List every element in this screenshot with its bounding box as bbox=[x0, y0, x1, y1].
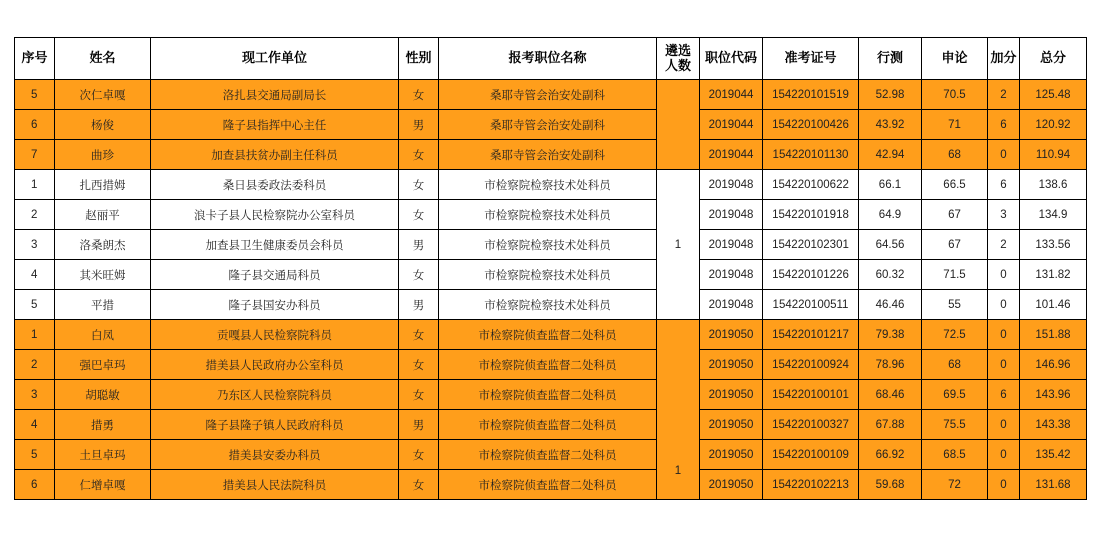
table-row bbox=[15, 320, 1087, 350]
header-unit: 现工作单位 bbox=[151, 38, 399, 80]
cell-bonus: 6 bbox=[988, 170, 1020, 200]
cell-xingce: 59.68 bbox=[859, 470, 922, 500]
cell-gender: 男 bbox=[399, 230, 439, 260]
cell-total: 131.68 bbox=[1020, 470, 1087, 500]
cell-name: 曲珍 bbox=[55, 140, 151, 170]
cell-total: 120.92 bbox=[1020, 110, 1087, 140]
header-shenlun: 申论 bbox=[922, 38, 988, 80]
cell-bonus: 0 bbox=[988, 320, 1020, 350]
cell-bonus: 0 bbox=[988, 440, 1020, 470]
cell-shenlun: 68.5 bbox=[922, 440, 988, 470]
cell-shenlun: 71.5 bbox=[922, 260, 988, 290]
cell-name: 赵丽平 bbox=[55, 200, 151, 230]
cell-bonus: 6 bbox=[988, 380, 1020, 410]
cell-position: 市检察院检察技术处科员 bbox=[439, 200, 657, 230]
cell-ticket: 154220100109 bbox=[763, 440, 859, 470]
cell-seq: 5 bbox=[15, 290, 55, 320]
cell-seq: 2 bbox=[15, 200, 55, 230]
table-row bbox=[15, 290, 1087, 320]
cell-seq: 2 bbox=[15, 350, 55, 380]
cell-xingce: 52.98 bbox=[859, 80, 922, 110]
score-table bbox=[14, 37, 1087, 500]
cell-seq: 3 bbox=[15, 230, 55, 260]
cell-name: 胡聪敏 bbox=[55, 380, 151, 410]
cell-total: 125.48 bbox=[1020, 80, 1087, 110]
table-row bbox=[15, 170, 1087, 200]
cell-unit: 隆子县隆子镇人民政府科员 bbox=[151, 410, 399, 440]
cell-unit: 措美县人民法院科员 bbox=[151, 470, 399, 500]
cell-name: 杨俊 bbox=[55, 110, 151, 140]
cell-position: 市检察院检察技术处科员 bbox=[439, 230, 657, 260]
cell-unit: 措美县安委办科员 bbox=[151, 440, 399, 470]
cell-code: 2019048 bbox=[700, 200, 763, 230]
cell-gender: 女 bbox=[399, 200, 439, 230]
cell-ticket: 154220100924 bbox=[763, 350, 859, 380]
table-row bbox=[15, 110, 1087, 140]
cell-code: 2019050 bbox=[700, 440, 763, 470]
cell-position: 市检察院侦查监督二处科员 bbox=[439, 440, 657, 470]
table-row bbox=[15, 410, 1087, 440]
cell-shenlun: 69.5 bbox=[922, 380, 988, 410]
cell-total: 101.46 bbox=[1020, 290, 1087, 320]
cell-gender: 女 bbox=[399, 80, 439, 110]
cell-total: 143.96 bbox=[1020, 380, 1087, 410]
cell-code: 2019048 bbox=[700, 170, 763, 200]
cell-xingce: 64.56 bbox=[859, 230, 922, 260]
header-name: 姓名 bbox=[55, 38, 151, 80]
cell-code: 2019044 bbox=[700, 110, 763, 140]
cell-bonus: 2 bbox=[988, 230, 1020, 260]
cell-count: 1 bbox=[657, 170, 700, 320]
cell-unit: 隆子县交通局科员 bbox=[151, 260, 399, 290]
table-row bbox=[15, 470, 1087, 500]
cell-xingce: 67.88 bbox=[859, 410, 922, 440]
cell-name: 仁增卓嘎 bbox=[55, 470, 151, 500]
cell-seq: 7 bbox=[15, 140, 55, 170]
cell-unit: 洛扎县交通局副局长 bbox=[151, 80, 399, 110]
cell-gender: 女 bbox=[399, 380, 439, 410]
table-body bbox=[15, 80, 1087, 500]
cell-seq: 6 bbox=[15, 110, 55, 140]
cell-position: 市检察院检察技术处科员 bbox=[439, 260, 657, 290]
cell-unit: 桑日县委政法委科员 bbox=[151, 170, 399, 200]
header-bonus: 加分 bbox=[988, 38, 1020, 80]
cell-code: 2019044 bbox=[700, 140, 763, 170]
cell-total: 135.42 bbox=[1020, 440, 1087, 470]
table-row bbox=[15, 440, 1087, 470]
cell-unit: 隆子县国安办科员 bbox=[151, 290, 399, 320]
cell-unit: 隆子县指挥中心主任 bbox=[151, 110, 399, 140]
header-seq: 序号 bbox=[15, 38, 55, 80]
cell-code: 2019050 bbox=[700, 410, 763, 440]
cell-position: 桑耶寺管会治安处副科 bbox=[439, 80, 657, 110]
cell-gender: 女 bbox=[399, 320, 439, 350]
cell-code: 2019050 bbox=[700, 380, 763, 410]
cell-total: 143.38 bbox=[1020, 410, 1087, 440]
table-row bbox=[15, 380, 1087, 410]
cell-position: 桑耶寺管会治安处副科 bbox=[439, 140, 657, 170]
cell-gender: 男 bbox=[399, 290, 439, 320]
cell-seq: 4 bbox=[15, 410, 55, 440]
cell-xingce: 46.46 bbox=[859, 290, 922, 320]
table-row bbox=[15, 140, 1087, 170]
cell-seq: 3 bbox=[15, 380, 55, 410]
cell-position: 市检察院侦查监督二处科员 bbox=[439, 350, 657, 380]
cell-count bbox=[657, 80, 700, 170]
table-row bbox=[15, 80, 1087, 110]
cell-xingce: 64.9 bbox=[859, 200, 922, 230]
cell-gender: 女 bbox=[399, 440, 439, 470]
cell-bonus: 3 bbox=[988, 200, 1020, 230]
cell-position: 市检察院侦查监督二处科员 bbox=[439, 380, 657, 410]
cell-seq: 4 bbox=[15, 260, 55, 290]
cell-bonus: 2 bbox=[988, 80, 1020, 110]
cell-total: 133.56 bbox=[1020, 230, 1087, 260]
cell-bonus: 6 bbox=[988, 110, 1020, 140]
cell-name: 措勇 bbox=[55, 410, 151, 440]
cell-ticket: 154220100327 bbox=[763, 410, 859, 440]
cell-gender: 男 bbox=[399, 410, 439, 440]
cell-xingce: 66.92 bbox=[859, 440, 922, 470]
cell-shenlun: 71 bbox=[922, 110, 988, 140]
cell-ticket: 154220101130 bbox=[763, 140, 859, 170]
cell-xingce: 60.32 bbox=[859, 260, 922, 290]
cell-bonus: 0 bbox=[988, 470, 1020, 500]
cell-shenlun: 75.5 bbox=[922, 410, 988, 440]
table-row bbox=[15, 200, 1087, 230]
cell-position: 市检察院检察技术处科员 bbox=[439, 290, 657, 320]
cell-count: 1 bbox=[657, 320, 700, 500]
header-total: 总分 bbox=[1020, 38, 1087, 80]
cell-position: 桑耶寺管会治安处副科 bbox=[439, 110, 657, 140]
cell-xingce: 42.94 bbox=[859, 140, 922, 170]
cell-shenlun: 72 bbox=[922, 470, 988, 500]
table-row bbox=[15, 260, 1087, 290]
cell-gender: 女 bbox=[399, 170, 439, 200]
cell-name: 洛桑朗杰 bbox=[55, 230, 151, 260]
header-position: 报考职位名称 bbox=[439, 38, 657, 80]
cell-total: 131.82 bbox=[1020, 260, 1087, 290]
cell-seq: 6 bbox=[15, 470, 55, 500]
cell-total: 110.94 bbox=[1020, 140, 1087, 170]
cell-name: 平措 bbox=[55, 290, 151, 320]
cell-seq: 1 bbox=[15, 320, 55, 350]
header-count-label: 遴选人数 bbox=[664, 43, 691, 74]
cell-code: 2019050 bbox=[700, 350, 763, 380]
cell-gender: 女 bbox=[399, 350, 439, 380]
cell-ticket: 154220101226 bbox=[763, 260, 859, 290]
cell-shenlun: 55 bbox=[922, 290, 988, 320]
cell-unit: 浪卡子县人民检察院办公室科员 bbox=[151, 200, 399, 230]
header-ticket: 准考证号 bbox=[763, 38, 859, 80]
cell-code: 2019050 bbox=[700, 320, 763, 350]
cell-code: 2019044 bbox=[700, 80, 763, 110]
cell-bonus: 0 bbox=[988, 350, 1020, 380]
cell-ticket: 154220101217 bbox=[763, 320, 859, 350]
header-code: 职位代码 bbox=[700, 38, 763, 80]
cell-shenlun: 67 bbox=[922, 200, 988, 230]
cell-xingce: 78.96 bbox=[859, 350, 922, 380]
cell-ticket: 154220100511 bbox=[763, 290, 859, 320]
cell-ticket: 154220100426 bbox=[763, 110, 859, 140]
cell-ticket: 154220102301 bbox=[763, 230, 859, 260]
cell-shenlun: 70.5 bbox=[922, 80, 988, 110]
header-count bbox=[657, 38, 700, 80]
cell-xingce: 66.1 bbox=[859, 170, 922, 200]
cell-code: 2019048 bbox=[700, 230, 763, 260]
cell-total: 151.88 bbox=[1020, 320, 1087, 350]
cell-xingce: 79.38 bbox=[859, 320, 922, 350]
cell-bonus: 0 bbox=[988, 290, 1020, 320]
cell-seq: 1 bbox=[15, 170, 55, 200]
cell-position: 市检察院侦查监督二处科员 bbox=[439, 320, 657, 350]
cell-bonus: 0 bbox=[988, 140, 1020, 170]
cell-code: 2019048 bbox=[700, 290, 763, 320]
cell-seq: 5 bbox=[15, 80, 55, 110]
header-gender: 性别 bbox=[399, 38, 439, 80]
cell-position: 市检察院侦查监督二处科员 bbox=[439, 410, 657, 440]
cell-code: 2019048 bbox=[700, 260, 763, 290]
cell-name: 白凤 bbox=[55, 320, 151, 350]
cell-bonus: 0 bbox=[988, 260, 1020, 290]
cell-xingce: 43.92 bbox=[859, 110, 922, 140]
cell-shenlun: 66.5 bbox=[922, 170, 988, 200]
cell-ticket: 154220101519 bbox=[763, 80, 859, 110]
cell-gender: 女 bbox=[399, 470, 439, 500]
cell-ticket: 154220102213 bbox=[763, 470, 859, 500]
cell-total: 146.96 bbox=[1020, 350, 1087, 380]
header-xingce: 行测 bbox=[859, 38, 922, 80]
cell-shenlun: 68 bbox=[922, 350, 988, 380]
cell-unit: 乃东区人民检察院科员 bbox=[151, 380, 399, 410]
cell-total: 134.9 bbox=[1020, 200, 1087, 230]
cell-unit: 加查县扶贫办副主任科员 bbox=[151, 140, 399, 170]
cell-bonus: 0 bbox=[988, 410, 1020, 440]
cell-ticket: 154220100622 bbox=[763, 170, 859, 200]
cell-position: 市检察院侦查监督二处科员 bbox=[439, 470, 657, 500]
cell-seq: 5 bbox=[15, 440, 55, 470]
cell-total: 138.6 bbox=[1020, 170, 1087, 200]
cell-gender: 女 bbox=[399, 140, 439, 170]
cell-ticket: 154220101918 bbox=[763, 200, 859, 230]
cell-position: 市检察院检察技术处科员 bbox=[439, 170, 657, 200]
cell-name: 强巴卓玛 bbox=[55, 350, 151, 380]
cell-code: 2019050 bbox=[700, 470, 763, 500]
cell-name: 土旦卓玛 bbox=[55, 440, 151, 470]
table-row bbox=[15, 230, 1087, 260]
cell-shenlun: 68 bbox=[922, 140, 988, 170]
cell-ticket: 154220100101 bbox=[763, 380, 859, 410]
table-row bbox=[15, 350, 1087, 380]
cell-name: 次仁卓嘎 bbox=[55, 80, 151, 110]
cell-xingce: 68.46 bbox=[859, 380, 922, 410]
cell-gender: 女 bbox=[399, 260, 439, 290]
cell-name: 其米旺姆 bbox=[55, 260, 151, 290]
cell-shenlun: 72.5 bbox=[922, 320, 988, 350]
header-row bbox=[15, 38, 1087, 80]
cell-unit: 加查县卫生健康委员会科员 bbox=[151, 230, 399, 260]
cell-name: 扎西措姆 bbox=[55, 170, 151, 200]
cell-shenlun: 67 bbox=[922, 230, 988, 260]
cell-unit: 措美县人民政府办公室科员 bbox=[151, 350, 399, 380]
cell-gender: 男 bbox=[399, 110, 439, 140]
cell-unit: 贡嘎县人民检察院科员 bbox=[151, 320, 399, 350]
